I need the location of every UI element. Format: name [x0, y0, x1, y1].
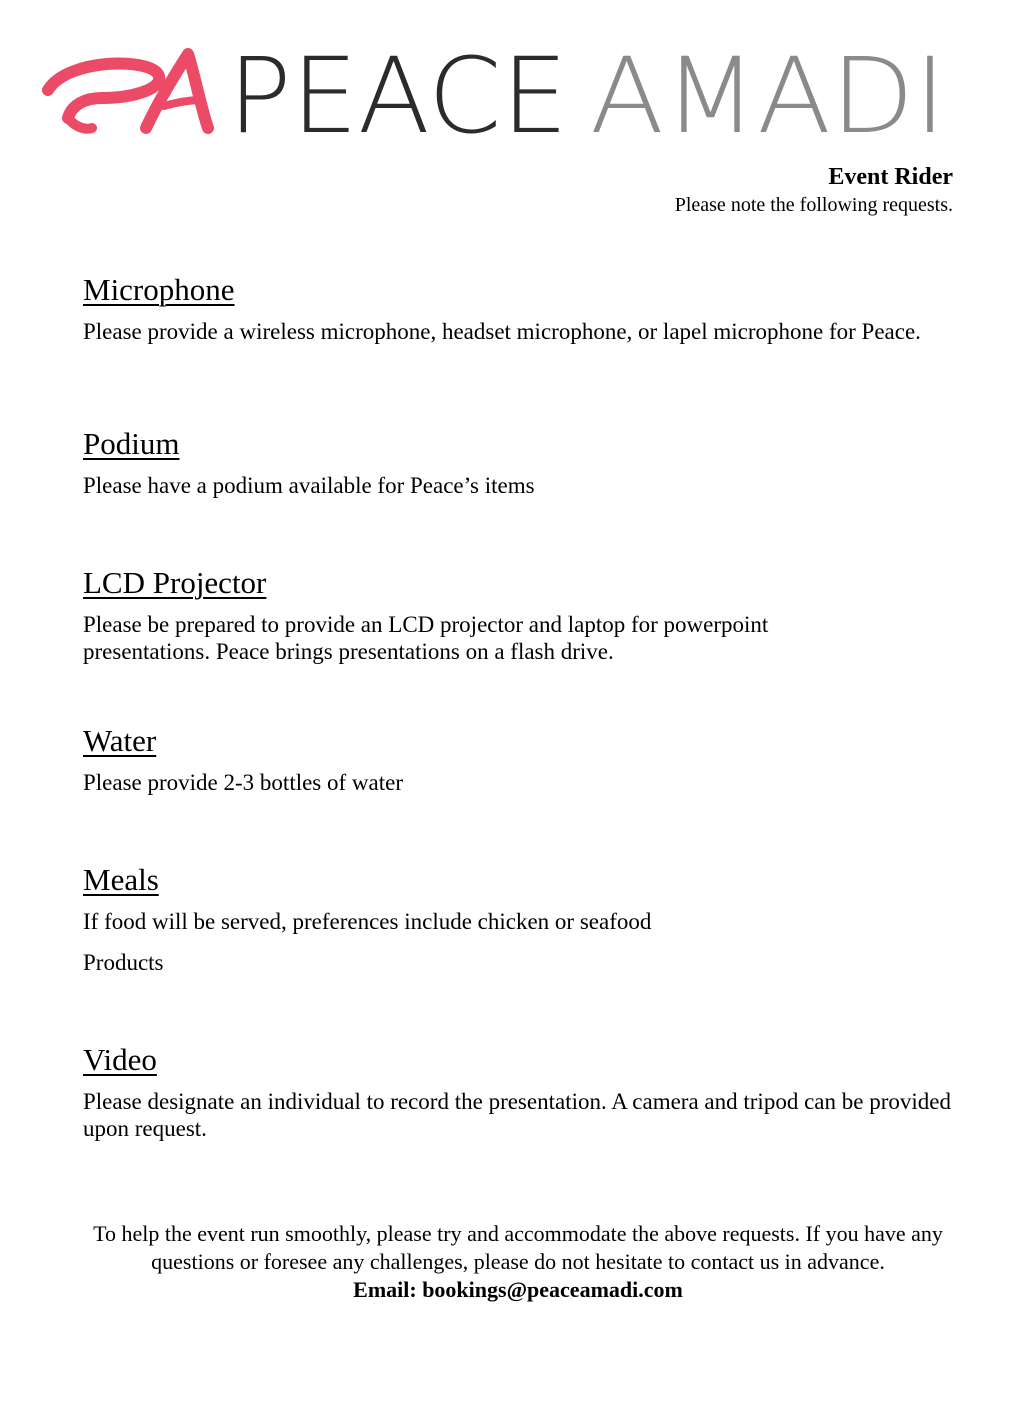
footer-email: Email: bookings@peaceamadi.com: [353, 1277, 683, 1302]
section-water: [83, 723, 953, 796]
logo: [38, 44, 950, 140]
pa-monogram-icon: [48, 54, 208, 129]
section-extra: Products: [83, 950, 164, 975]
rider-title: Event Rider: [828, 164, 953, 190]
section-body: Please provide 2-3 bottles of water: [83, 770, 403, 795]
section-body: Please designate an individual to record the presentation. A camera and tripod can be provided upon request.: [83, 1089, 951, 1141]
section-lcd-projector: [83, 565, 953, 665]
section-heading: Water: [83, 723, 157, 758]
footer-note: To help the event run smoothly, please try and accommodate the above requests. If you have any questions or foresee any challenges, please do not hesitate to contact us in advance.: [93, 1221, 943, 1274]
footer: [83, 1220, 953, 1304]
rider-subtitle: Please note the following requests.: [674, 194, 953, 216]
section-body: Please have a podium available for Peace’s items: [83, 473, 535, 498]
rider-header: [675, 162, 953, 218]
section-heading: Meals: [83, 862, 159, 897]
section-heading: Microphone: [83, 272, 235, 307]
section-meals: [83, 862, 953, 976]
section-podium: [83, 426, 953, 499]
section-body: If food will be served, preferences include chicken or seafood: [83, 909, 652, 934]
section-body: Please provide a wireless microphone, headset microphone, or lapel microphone for Peace.: [83, 319, 921, 344]
section-video: [83, 1042, 953, 1142]
logo-last-name: AMADI: [590, 44, 946, 140]
section-heading: LCD Projector: [83, 565, 267, 600]
section-heading: Video: [83, 1042, 157, 1077]
section-heading: Podium: [83, 426, 180, 461]
logo-first-name: PEACE: [228, 44, 568, 140]
section-body: Please be prepared to provide an LCD projector and laptop for powerpoint presentations. Peace brings presentations on a flash drive.: [83, 612, 769, 664]
section-microphone: [83, 272, 953, 345]
